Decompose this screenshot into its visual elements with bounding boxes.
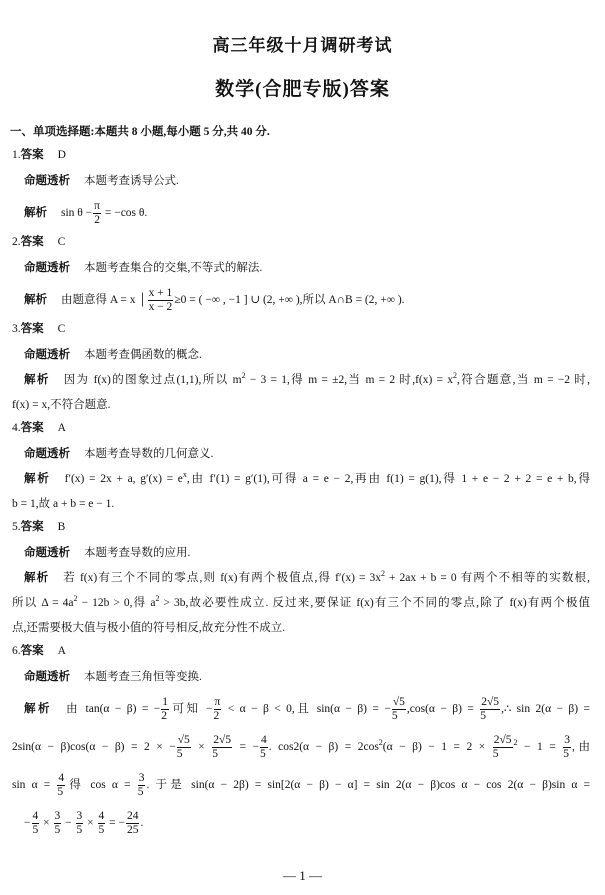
- topic-label: 命题透析: [24, 547, 70, 559]
- analysis-label: 解析: [24, 294, 47, 306]
- page-number: — 1 —: [283, 868, 322, 883]
- answer-header: [12, 418, 590, 442]
- topic-text: 本题考查集合的交集,不等式的解法.: [84, 262, 263, 274]
- fraction: [161, 696, 169, 723]
- math-text: − 1 =: [517, 741, 563, 753]
- denominator: 5: [176, 747, 183, 760]
- question-number: 3.: [12, 323, 21, 335]
- math-text: ,由 f′(1) = g′(1),可得 a = e − 2,再由 f(1) = g(1),得 1 + e − 2 + 2 = e + b,得: [186, 473, 590, 485]
- numerator: 3: [564, 733, 570, 746]
- denominator: 5: [54, 823, 61, 836]
- analysis-label: 解析: [24, 473, 51, 485]
- denominator: 5: [57, 785, 64, 798]
- math-text: + 2ax + b = 0 有两个不相等的实数根,: [384, 572, 591, 584]
- analysis-label: 解析: [24, 207, 47, 219]
- topic-row: [12, 256, 590, 281]
- denominator: 5: [32, 823, 39, 836]
- answer-list: [12, 145, 590, 842]
- math-text: 由 tan(α − β) = −: [66, 703, 161, 715]
- math-text: > 3b,故必要性成立. 反过来,要保证 f(x)有三个不同的零点,除了 f(x)有两个极值: [159, 597, 590, 609]
- fraction: [493, 734, 513, 761]
- math-text: ×: [191, 741, 212, 753]
- math-text: . cos2(α − β) = 2cos: [268, 741, 379, 753]
- math-text: (α − β) − 1 = 2 ×: [382, 741, 492, 753]
- topic-row: [12, 343, 590, 368]
- math-text: = −: [233, 741, 260, 753]
- topic-row: [12, 541, 590, 566]
- numerator: 4: [98, 809, 105, 822]
- numerator: 3: [138, 771, 145, 784]
- fraction: [480, 696, 500, 723]
- math-text: sin θ −: [61, 207, 93, 219]
- question-number: 5.: [12, 521, 21, 533]
- math-text: 可知 −: [169, 703, 213, 715]
- topic-label: 命题透析: [24, 349, 70, 361]
- section-heading: 一、单项选择题:本题共 8 小题,每小题 5 分,共 40 分.: [10, 126, 270, 138]
- superscript: 2: [378, 738, 383, 748]
- numerator: 2√5: [213, 733, 232, 746]
- analysis-line: [12, 492, 590, 517]
- math-text: 所以 Δ = 4a: [12, 597, 74, 609]
- math-text: = −cos θ.: [101, 207, 148, 219]
- analysis-line: [12, 194, 590, 232]
- math-text: . 于是 sin(α − 2β) = sin[2(α − β) − α] = sin 2(α − β)cos α − cos 2(α − β)sin α =: [146, 779, 591, 791]
- math-text: 2sin(α − β)cos(α − β) = 2 × −: [12, 741, 176, 753]
- analysis-line: [12, 766, 590, 804]
- fraction: [563, 734, 571, 761]
- answer-item: [12, 145, 590, 232]
- math-text: .: [140, 817, 144, 829]
- math-text: = −: [106, 817, 125, 829]
- answer-header: [12, 232, 590, 256]
- denominator: 5: [137, 785, 144, 798]
- question-number: 2.: [12, 236, 21, 248]
- superscript: 2: [155, 594, 160, 604]
- answer-value: C: [57, 236, 66, 248]
- math-text: ,cos(α − β) =: [406, 703, 480, 715]
- math-text: ×: [40, 817, 53, 829]
- numerator: 4: [261, 733, 267, 746]
- answer-label: 答案: [20, 323, 44, 335]
- question-number: 4.: [12, 422, 21, 434]
- analysis-line: [12, 393, 590, 418]
- denominator: 5: [391, 709, 398, 722]
- answer-label: 答案: [20, 236, 44, 248]
- math-text: ≥0 = ( −∞ , −1 ] ∪ (2, +∞ ),所以 A∩B = (2, +∞ ).: [174, 294, 405, 306]
- denominator: 2: [94, 213, 100, 226]
- fraction: [148, 287, 174, 314]
- denominator: 25: [126, 823, 139, 836]
- numerator: 24: [126, 809, 139, 822]
- topic-row: [12, 665, 590, 690]
- analysis-line: [12, 281, 590, 319]
- denominator: 5: [212, 747, 218, 760]
- answer-label: 答案: [20, 645, 44, 657]
- question-number: 1.: [12, 149, 21, 161]
- analysis-line: [12, 804, 590, 842]
- fraction: [177, 734, 191, 761]
- numerator: 2√5: [493, 733, 512, 746]
- answer-value: A: [57, 645, 66, 657]
- numerator: 4: [58, 771, 65, 784]
- topic-row: [12, 442, 590, 467]
- math-text: 由题意得 A = x │: [61, 294, 147, 306]
- math-text: b = 1,故 a + b = e − 1.: [12, 498, 115, 510]
- math-text: − 12b > 0,得 a: [77, 597, 156, 609]
- denominator: 5: [98, 823, 105, 836]
- numerator: x + 1: [148, 286, 173, 299]
- math-text: ,∴ sin 2(α − β) =: [501, 703, 590, 715]
- fraction: [57, 772, 65, 799]
- analysis-line: [12, 616, 590, 641]
- fraction: [214, 696, 222, 723]
- topic-label: 命题透析: [24, 448, 70, 460]
- topic-text: 本题考查导数的几何意义.: [84, 448, 214, 460]
- denominator: 5: [76, 823, 83, 836]
- math-text: 得 cos α =: [66, 779, 137, 791]
- denominator: 5: [563, 747, 569, 760]
- numerator: 3: [54, 809, 61, 822]
- fraction: [93, 200, 101, 227]
- analysis-line: [12, 566, 590, 591]
- math-text: ,由: [572, 741, 590, 753]
- superscript: 2: [241, 371, 246, 381]
- answer-value: A: [57, 422, 66, 434]
- math-text: f(x) = x,不符合题意.: [12, 399, 111, 411]
- analysis-line: [12, 728, 590, 766]
- numerator: √5: [177, 733, 190, 746]
- denominator: 5: [492, 747, 499, 760]
- answer-item: [12, 232, 590, 319]
- superscript: 2: [513, 738, 518, 748]
- answer-value: C: [57, 323, 66, 335]
- denominator: 5: [480, 709, 486, 722]
- fraction: [260, 734, 268, 761]
- analysis-line: [12, 467, 590, 492]
- numerator: 1: [162, 695, 168, 708]
- answer-header: [12, 641, 590, 665]
- analysis-label: 解析: [24, 572, 50, 584]
- answer-label: 答案: [20, 422, 44, 434]
- fraction: [76, 810, 84, 837]
- document-subtitle: 数学(合肥专版)答案: [215, 79, 390, 100]
- answer-header: [12, 319, 590, 343]
- superscript: 2: [453, 371, 458, 381]
- topic-label: 命题透析: [24, 175, 70, 187]
- math-text: −: [62, 817, 75, 829]
- denominator: 5: [260, 747, 266, 760]
- superscript: x: [182, 470, 187, 480]
- numerator: π: [214, 695, 221, 708]
- fraction: [138, 772, 146, 799]
- answer-value: B: [57, 521, 66, 533]
- document-title: 高三年级十月调研考试: [212, 36, 393, 55]
- answer-label: 答案: [20, 149, 44, 161]
- numerator: √5: [392, 695, 405, 708]
- fraction: [126, 810, 140, 837]
- math-text: 因为 f(x)的图象过点(1,1),所以 m: [63, 374, 242, 386]
- denominator: 2: [161, 709, 167, 722]
- superscript: 2: [380, 569, 385, 579]
- math-text: ×: [84, 817, 97, 829]
- analysis-line: [12, 368, 590, 393]
- denominator: x − 2: [148, 300, 173, 313]
- math-text: ,符合题意,当 m = −2 时,: [457, 374, 591, 386]
- analysis-line: [12, 591, 590, 616]
- analysis-label: 解析: [24, 703, 53, 715]
- math-text: 若 f(x)有三个不同的零点,则 f(x)有两个极值点,得 f′(x) = 3x: [63, 572, 381, 584]
- answer-item: [12, 319, 590, 418]
- topic-text: 本题考查三角恒等变换.: [84, 671, 202, 683]
- answer-header: [12, 145, 590, 169]
- topic-label: 命题透析: [24, 262, 70, 274]
- numerator: 3: [76, 809, 83, 822]
- fraction: [54, 810, 62, 837]
- fraction: [32, 810, 40, 837]
- question-number: 6.: [12, 645, 21, 657]
- math-text: sin α =: [12, 779, 57, 791]
- answer-item: [12, 641, 590, 842]
- topic-text: 本题考查诱导公式.: [84, 175, 179, 187]
- topic-text: 本题考查偶函数的概念.: [84, 349, 202, 361]
- math-text: < α − β < 0,且 sin(α − β) = −: [222, 703, 391, 715]
- topic-row: [12, 169, 590, 194]
- answer-item: [12, 517, 590, 641]
- answer-value: D: [57, 149, 66, 161]
- denominator: 2: [213, 709, 220, 722]
- answer-header: [12, 517, 590, 541]
- superscript: 2: [73, 594, 78, 604]
- fraction: [392, 696, 406, 723]
- topic-label: 命题透析: [24, 671, 70, 683]
- fraction: [98, 810, 106, 837]
- analysis-line: [12, 690, 590, 728]
- numerator: π: [94, 199, 100, 212]
- numerator: 2√5: [481, 695, 500, 708]
- topic-text: 本题考查导数的应用.: [84, 547, 191, 559]
- numerator: 4: [32, 809, 39, 822]
- analysis-label: 解析: [24, 374, 50, 386]
- math-text: −: [24, 817, 31, 829]
- math-text: − 3 = 1,得 m = ±2,当 m = 2 时,f(x) = x: [245, 374, 454, 386]
- answer-label: 答案: [20, 521, 44, 533]
- math-text: 点,还需要极大值与极小值的符号相反,故充分性不成立.: [12, 622, 286, 634]
- answer-item: [12, 418, 590, 517]
- math-text: f′(x) = 2x + a, g′(x) = e: [64, 473, 183, 485]
- fraction: [212, 734, 232, 761]
